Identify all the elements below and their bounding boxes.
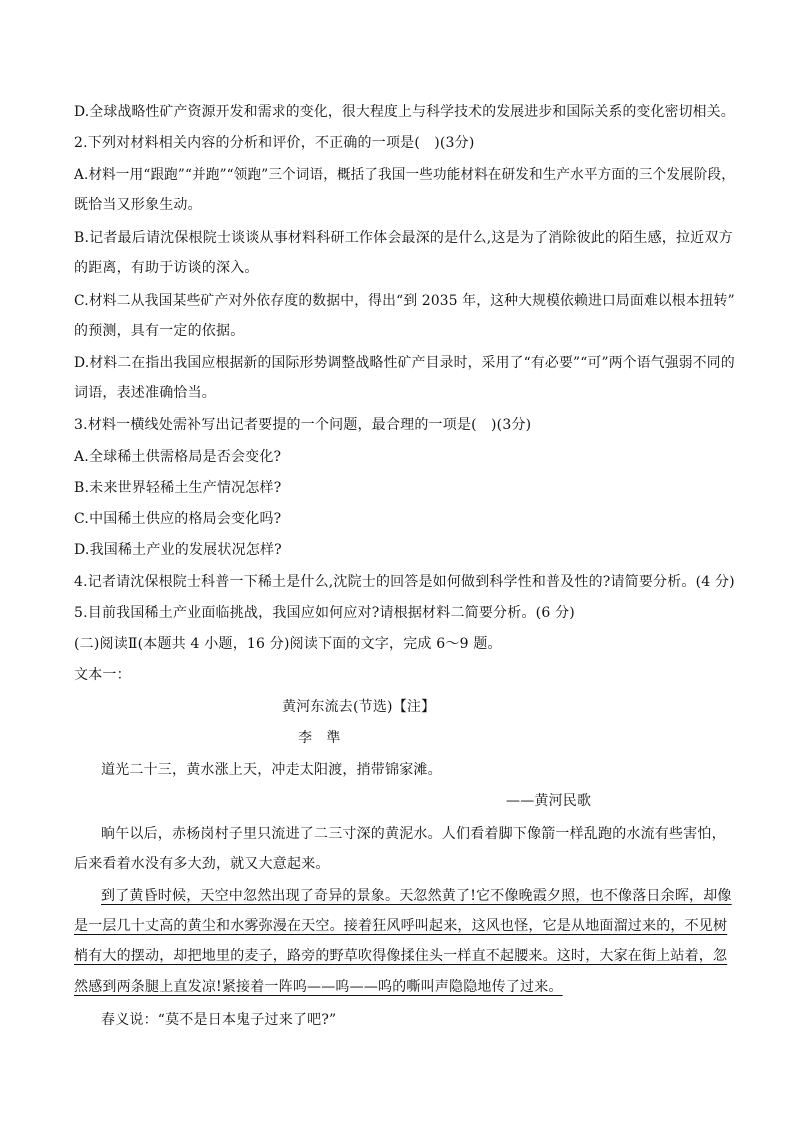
option-d2-line-2: 词语，表述准确恰当。 xyxy=(74,385,216,401)
q3-option-b: B.未来世界轻稀土生产情况怎样? xyxy=(74,480,282,496)
option-c-line-2: 的预测，具有一定的依据。 xyxy=(74,323,245,339)
option-d-line: D.全球战略性矿产资源开发和需求的变化，很大程度上与科学技术的发展进步和国际关系的变化密切相关。 xyxy=(74,104,735,120)
question-2: 2.下列对材料相关内容的分析和评价，不正确的一项是( )(3分) xyxy=(74,135,475,151)
option-a-line-2: 既恰当又形象生动。 xyxy=(74,197,202,213)
verse-source: ——黄河民歌 xyxy=(506,793,592,809)
passage-author: 李 準 xyxy=(298,730,341,746)
question-5: 5.目前我国稀土产业面临挑战，我国应如何应对?请根据材料二简要分析。(6 分) xyxy=(74,605,575,621)
section-heading: (二)阅读Ⅱ(本题共 4 小题，16 分)阅读下面的文字，完成 6～9 题。 xyxy=(74,636,502,652)
q3-option-d: D.我国稀土产业的发展状况怎样? xyxy=(74,542,282,558)
q3-option-a: A.全球稀土供需格局是否会变化? xyxy=(74,449,282,465)
paragraph-3: 春义说：“莫不是日本鬼子过来了吧?” xyxy=(101,1012,337,1028)
paragraph-2-line-2: 是一层几十丈高的黄尘和水雾弥漫在天空。接着狂风呼叫起来，这风也怪，它是从地面溜过来的，不见树 xyxy=(74,918,728,934)
paragraph-1-line-2: 后来看着水没有多大劲，就又大意起来。 xyxy=(74,856,330,872)
paragraph-1-line-1: 晌午以后，赤杨岗村子里只流进了二三寸深的黄泥水。人们看着脚下像箭一样乱跑的水流有些害怕， xyxy=(101,826,726,842)
passage-title: 黄河东流去(节选)【注】 xyxy=(282,699,436,715)
option-c-line-1: C.材料二从我国某些矿产对外依存度的数据中，得出“到 2035 年，这种大规模依赖进口局面难以根本扭转” xyxy=(74,293,735,309)
option-a-line-1: A.材料一用“跟跑”“并跑”“领跑”三个词语，概括了我国一些功能材料在研发和生产水平方面的三个发展阶段， xyxy=(74,167,735,183)
option-b-line-2: 的距离，有助于访谈的深入。 xyxy=(74,260,259,276)
paragraph-2-line-1: 到了黄昏时候，天空中忽然出现了奇异的景象。天忽然黄了!它不像晚霞夕照，也不像落日余晖，却像 xyxy=(101,888,732,904)
question-4: 4.记者请沈保根院士科普一下稀土是什么,沈院士的回答是如何做到科学性和普及性的?请简要分析。(4 分) xyxy=(74,574,735,590)
paragraph-2-line-3: 梢有大的摆动，却把地里的麦子，路旁的野草吹得像揉住头一样直不起腰来。这时，大家在街上站着，忽 xyxy=(74,948,728,964)
text-one-label: 文本一： xyxy=(74,667,131,683)
option-d2-line-1: D.材料二在指出我国应根据新的国际形势调整战略性矿产目录时，采用了“有必要”“可”两个语气强弱不同的 xyxy=(74,355,735,371)
question-3: 3.材料一横线处需补写出记者要提的一个问题，最合理的一项是( )(3分) xyxy=(74,417,532,433)
q3-option-c: C.中国稀土供应的格局会变化吗? xyxy=(74,511,282,527)
paragraph-2-line-4: 然感到两条腿上直发凉!紧接着一阵呜——呜——呜的嘶叫声隐隐地传了过来。 xyxy=(74,979,563,995)
folk-song-verse: 道光二十三，黄水涨上天，冲走太阳渡，捎带锦家滩。 xyxy=(101,762,442,778)
option-b-line-1: B.记者最后请沈保根院士谈谈从事材料科研工作体会最深的是什么,这是为了消除彼此的陌生感，拉近双方 xyxy=(74,230,733,246)
